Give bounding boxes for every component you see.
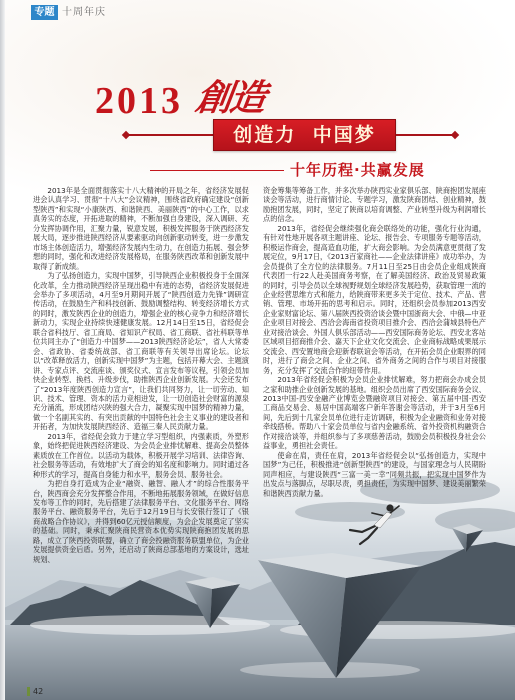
article-paragraph: 2013年，省经促会继续强化商会联络处的功能，强化行业沟通，有针对性地开展各项主题讲座、论坛、报告会、专项服务专题等活动，积极运作商会，提高造血功能，扩大商会影响。为会员满意更贯彻了发展定位，9月17日，《2013百家商社——企业法律讲座》成功举办，为会员提供了全方位的法律服务。7月11日至25日由会员企业组成陕商代表团一行22人赴美国商务考察，在了解美国经济、政治及贸易政策的同时，引导会员以全球视野规划全球经济发展趋势，获取管理一流的企业经营思维方式和能力，给陕商带来更多关于定位、技术、产品、营销、管理、市场开拓的思考和启示。同时，还组织会员参加2013西安企业家财富论坛、第八届陕西投资洽谈会暨中国浙商大会、中俄—中亚企业项目对接会、西洽会海南省投资项目推介会、西洽会蒲城县特色产业对接洽谈会、外国人俱乐部活动——西安国际商务论坛、西安北客站区域项目招商推介会、嘉天下企业文化交流会、企业商标战略成果展示交流会、西安置地商会迎新春联谊会等活动，在开拓会员企业眼界的同时，进行了商会之间、企业之间、省外商务之间的合作与项目对接服务，充分发挥了交流合作的纽带作用。 [263,223,486,375]
section-title: 十周年庆 [62,7,106,18]
ribbon-line-right [396,134,454,136]
page-binding-edge [0,0,5,700]
article-paragraph: 资金筹集等筹备工作，并多次举办陕西实业家俱乐部、陕商抱团发展座谈会等活动，进行商情讨论、专题学习，激发陕商团结、创业精神，鼓励抱团发展，同时，坚定了陕商以培育调整、产业转型升级为利润增长点的信念。 [263,186,486,224]
article-paragraph: 使命在肩，责任在肩，2013年省经促会以“弘扬创造力，实现中国梦”为己任，积极推进“创新型陕西”的建设，与国家理念与人民期盼同声相应，与建设陕西“三富一美一幸”同频共振，把实现中国梦作为出发点与落脚点，尽职尽责，勇担责任，为实现中国梦、建设美丽繁荣和谐陕西贡献力量。 [263,450,486,498]
ribbon-line-left [128,134,214,136]
article-paragraph: 2013年是全面贯彻落实十八大精神的开局之年，省经济发展促进会认真学习、贯彻“十八大”会议精神，围绕省政府确定建设“创新型陕西”和实现“小康陕西、和谐陕西、美丽陕西”的中心工作，以求真务实的态度，开拓进取的精神，不断加强自身建设，深入调研、充分发挥协调作用，汇聚力量，锐意发展，积极发挥服务于陕西经济发展大局，逐步推进陕西经济从要素驱动向创新驱动转变，进一步激发市场主体创造活力，增强经济发展内生动力，在创造力拓展、强会梦想的同时，强化和改进经济发展格局，在服务陕西改革和创新发展中取得了新成绩。 [33,186,249,271]
headline-banner: 创造力 中国梦 [213,119,396,151]
mist-band [30,615,270,635]
article-paragraph: 为把自身打造成为企业“融资、融智、融人才”的综合性服务平台，陕西商会充分发挥整合作用，不断地拓展服务领域，在做好信息发布等工作的同时，先后搭建了法律服务平台、文化服务平台、网络服务平台、融资服务平台，先后于12月19日与长安银行签订了《银商战略合作协议》，并得到60亿元授信额度，为会企发展奠定了坚实的基础。同时，秉承汇聚陕商民营资本优势实现陕商抱团发展的思路，成立了陕西投资联盟，确立了商会投融资服务联盟单位，为企业发展提供资金后盾。另外，还启动了陕商总部基地的方案设计，选址规划、 [33,479,249,564]
page-marker-icon [27,687,30,696]
person-head [386,504,393,511]
headline-year: 2013 [95,80,183,122]
page-number: 42 [33,687,44,696]
headline-subtitle: 十年历程·共赢发展 [290,161,425,179]
article-right-column [263,186,486,498]
article-left-column [33,186,249,564]
section-tag: 专题 [31,5,58,20]
subtitle-rule [150,170,284,171]
article-paragraph: 2013年省经促会积极为会员企业排忧解难，努力把商会办成会员之家和助推企业创新发展的基地。组织会员出席了西安国际商务会议、2013中国-西安金融产业博览会暨融资项目对接会、第五届中国·西安工商品交易会、易居中国高端客户新年答谢会等活动，并于3月至6月间，先后到十几家会员单位进行走访调研，积极为企业融资和业务对接牵线搭桥。帮助八十家会员单位与省内金融系统、省外投资机构融资合作对接洽谈等，并组织参与了多项慈善活动，鼓励会员积极投身社会公益事业，勇担社会责任。 [263,375,486,451]
article-paragraph: 为了弘扬创造力，实现中国梦，引导陕西企业积极投身于全面深化改革，全力推动陕西经济呈现出稳中有进的态势，省经济发展促进会举办了多项活动，4月至9月期间开展了“陕西创造力先锋”调研宣传活动，在鼓励生产和科技创新、鼓励调整结构、转变经济增长方式的同时，激发陕西企业的创造力，增强企业的核心竞争力和经济增长新动力，实现企业持续快速健康发展。12月14日至15日，省经促会联合省科技厅、省工商局、省知识产权局、省工商联、省社科联等单位共同主办了“创造力·中国梦——2013陕西经济论坛”，省人大常委会、省政协、省委统战部、省工商联等有关领导出席论坛。论坛以“改革释放活力，创新实现中国梦”为主题，包括开幕大会、主题演讲、专家点评、交流座谈、颁奖仪式、宣言发布等议程，引领会员加快企业转型、换档、升级步伐，助推陕西企业创新发展。大会还发布了“2013年度陕西创造力宣言”，让我们共同努力，让一切劳动、知识、技术、管理、资本的活力竞相迸发，让一切创造社会财富的源泉充分涌流，形成团结兴陕的强大合力，凝聚实现中国梦的精神力量，做一个名副其实的、有突出贡献的中国特色社会主义事业的建设者和开拓者，为加快发展陕西经济、造福三秦人民贡献力量。 [33,271,249,432]
headline-calligraphy: 創造 [193,77,267,119]
article-paragraph: 2013年，省经促会致力于建立学习型组织，内强素质，外塑形象，始终把促进陕西经济建设、为会员企业排忧解难、提高会员整体素质放在工作首位。以活动为载体，积极开展学习培训、法律咨询、社会服务等活动，有效地扩大了商会的知名度和影响力。同时通过各种形式的学习，提高自身能力和水平，服务会员、服务社会。 [33,431,249,479]
